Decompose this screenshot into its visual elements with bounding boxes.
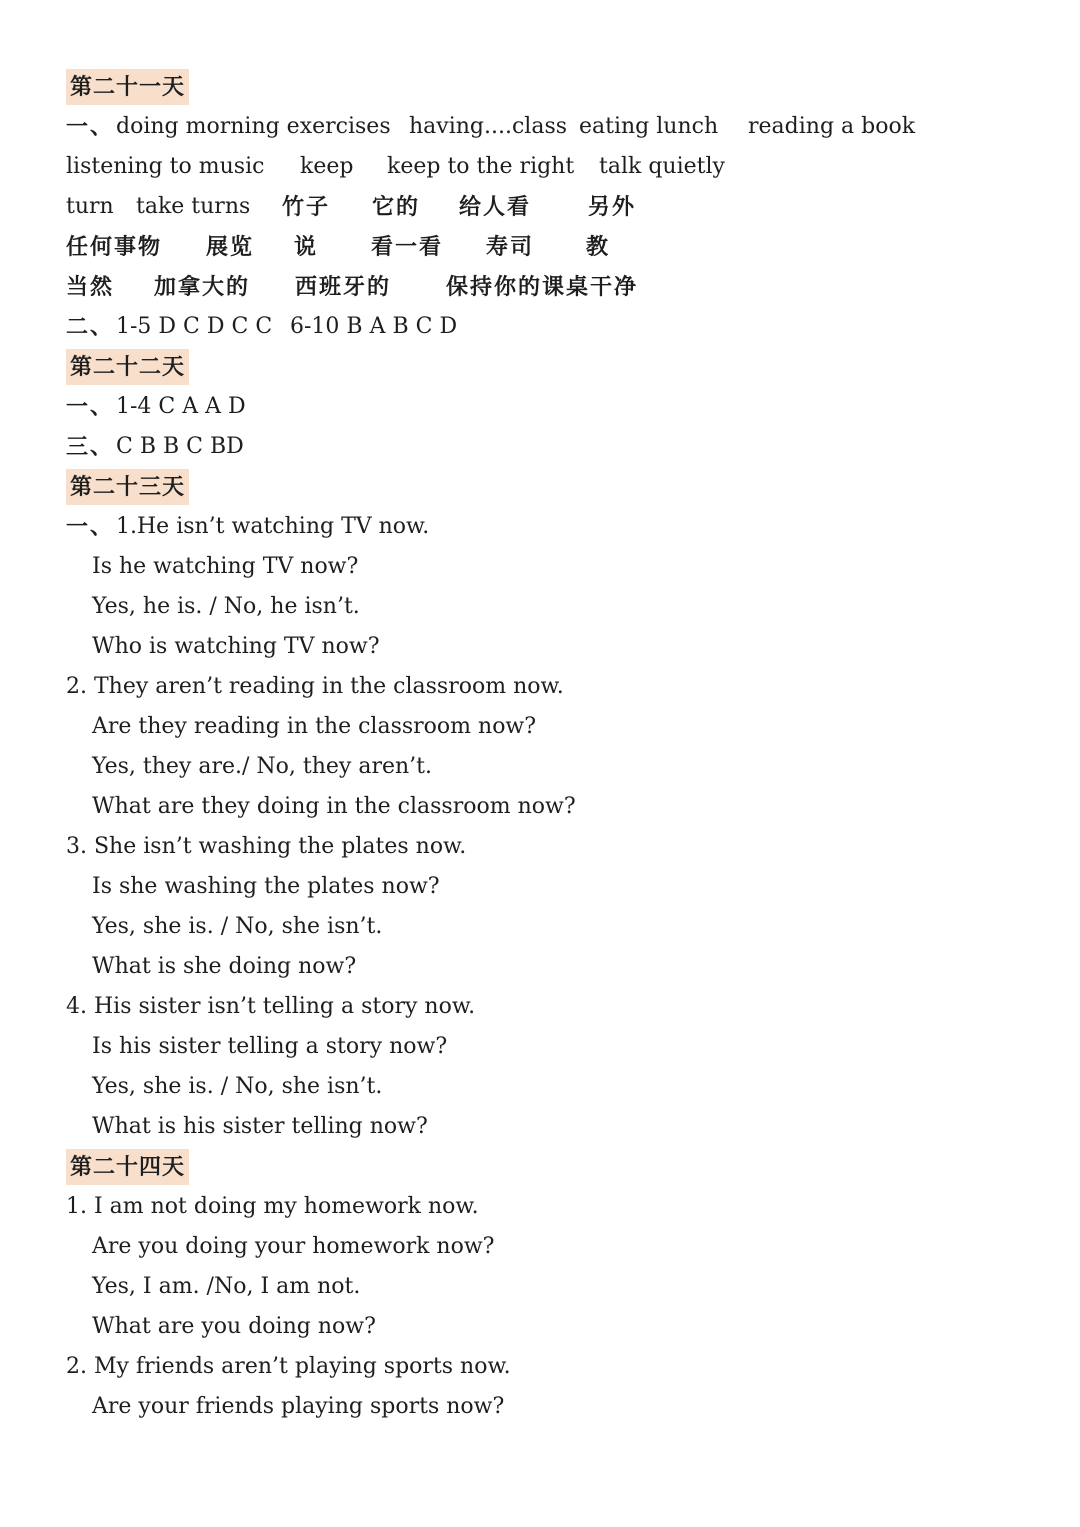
vocab-item: 看一看 — [371, 234, 444, 260]
question-line: 3. She isn’t washing the plates now. — [66, 834, 467, 859]
part-prefix: 三、 — [66, 434, 115, 460]
answer-text: C B B C BD — [116, 434, 244, 459]
heading-highlight: 第二十一天 — [66, 69, 189, 105]
vocab-item: listening to music — [66, 154, 265, 179]
sentence: What is she doing now? — [92, 954, 357, 979]
vocab-item: 给人看 — [459, 194, 532, 220]
section-heading-day21 — [66, 67, 1026, 107]
section-heading-day23 — [66, 467, 1026, 507]
sentence: Are your friends playing sports now? — [92, 1394, 505, 1419]
vocab-item: turn — [66, 194, 114, 219]
vocab-item: having....class — [409, 114, 568, 139]
day21-row2 — [66, 147, 1026, 187]
part-prefix: 一、 — [66, 514, 115, 540]
answer-group: 1-5 D C D C C — [116, 314, 273, 339]
day21-row5 — [66, 267, 1026, 307]
heading-highlight: 第二十三天 — [66, 469, 189, 505]
vocab-item: 说 — [294, 234, 319, 260]
question-line: 2. My friends aren’t playing sports now. — [66, 1354, 511, 1379]
sentence: Yes, they are./ No, they aren’t. — [92, 754, 432, 779]
day21-row3 — [66, 187, 1026, 227]
vocab-item: 保持你的课桌干净 — [446, 274, 639, 300]
sentence: What are they doing in the classroom now? — [92, 794, 576, 819]
answer-group: 6-10 B A B C D — [290, 314, 458, 339]
sentence: What is his sister telling now? — [92, 1114, 428, 1139]
sentence: Yes, she is. / No, she isn’t. — [92, 1074, 383, 1099]
vocab-item: 另外 — [588, 194, 637, 220]
vocab-item: 教 — [586, 234, 611, 260]
vocab-item: keep — [300, 154, 354, 179]
vocab-item: 西班牙的 — [295, 274, 392, 300]
vocab-item: 当然 — [66, 274, 115, 300]
section-heading-day24 — [66, 1147, 1026, 1187]
section-heading-day22 — [66, 347, 1026, 387]
vocab-item: doing morning exercises — [116, 114, 391, 139]
vocab-item: 任何事物 — [66, 234, 163, 260]
vocab-item: keep to the right — [387, 154, 575, 179]
sentence: Are they reading in the classroom now? — [92, 714, 537, 739]
day21-row1 — [66, 107, 1026, 147]
vocab-item: take turns — [136, 194, 251, 219]
question-line: 2. They aren’t reading in the classroom now. — [66, 674, 564, 699]
part-prefix: 二、 — [66, 314, 115, 340]
day22-line — [66, 387, 1026, 427]
vocab-item: 竹子 — [282, 194, 331, 220]
vocab-item: reading a book — [748, 114, 916, 139]
sentence: What are you doing now? — [92, 1314, 376, 1339]
sentence: Is he watching TV now? — [92, 554, 359, 579]
heading-highlight: 第二十二天 — [66, 349, 189, 385]
sentence: 1.He isn’t watching TV now. — [116, 514, 430, 539]
answer-text: 1-4 C A A D — [116, 394, 246, 419]
day21-row6 — [66, 307, 1026, 347]
part-prefix: 一、 — [66, 394, 115, 420]
answer-key-document — [66, 67, 1026, 1427]
vocab-item: 它的 — [372, 194, 421, 220]
sentence: Are you doing your homework now? — [92, 1234, 495, 1259]
question-line: 4. His sister isn’t telling a story now. — [66, 994, 476, 1019]
sentence: Yes, I am. /No, I am not. — [92, 1274, 361, 1299]
sentence: Yes, she is. / No, she isn’t. — [92, 914, 383, 939]
question-line: 1. I am not doing my homework now. — [66, 1194, 479, 1219]
vocab-item: 展览 — [206, 234, 255, 260]
vocab-item: 寿司 — [486, 234, 535, 260]
part-prefix: 一、 — [66, 114, 115, 140]
heading-highlight: 第二十四天 — [66, 1149, 189, 1185]
sentence: Who is watching TV now? — [92, 634, 380, 659]
day21-row4 — [66, 227, 1026, 267]
question-line — [66, 507, 1026, 547]
vocab-item: talk quietly — [599, 154, 725, 179]
sentence: Is his sister telling a story now? — [92, 1034, 448, 1059]
vocab-item: 加拿大的 — [154, 274, 251, 300]
sentence: Yes, he is. / No, he isn’t. — [92, 594, 360, 619]
sentence: Is she washing the plates now? — [92, 874, 440, 899]
vocab-item: eating lunch — [579, 114, 719, 139]
day22-line — [66, 427, 1026, 467]
